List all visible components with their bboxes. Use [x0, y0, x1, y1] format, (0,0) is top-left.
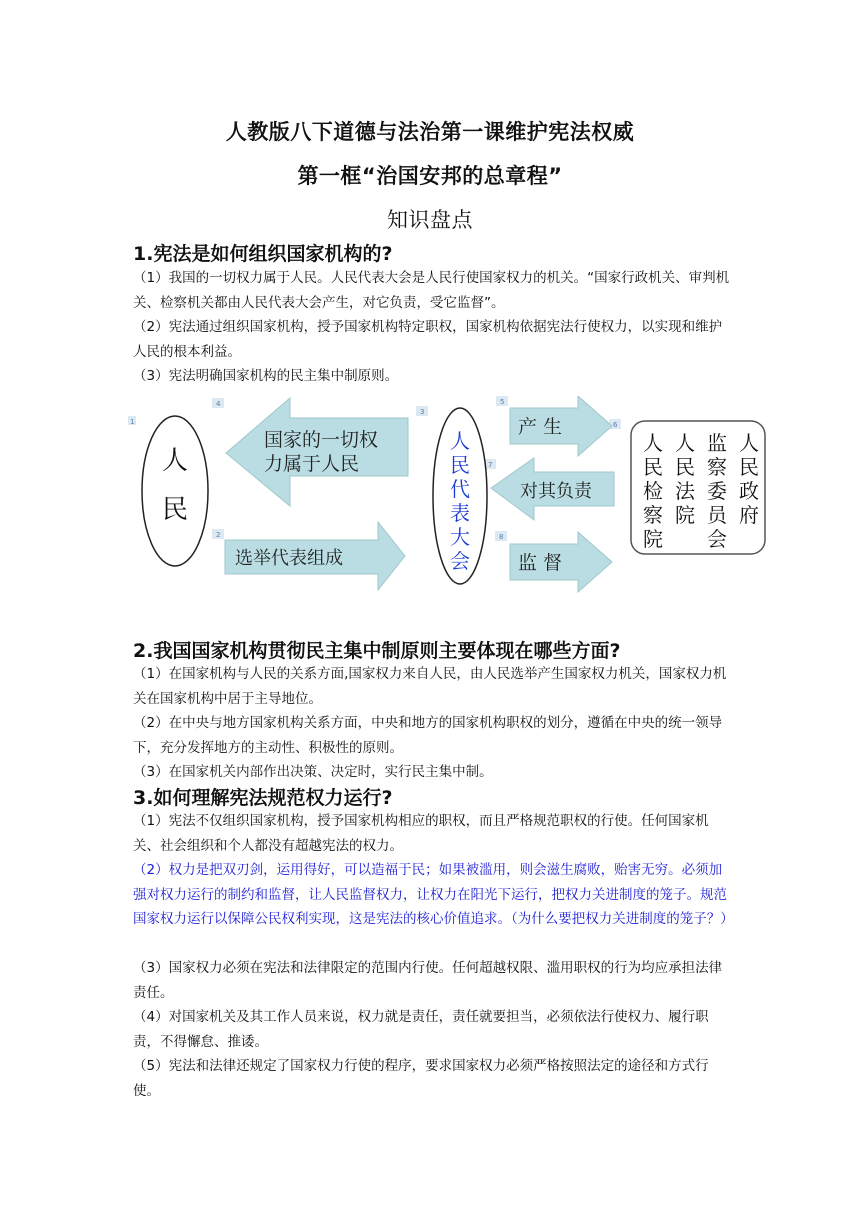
- npc-label: 会: [450, 549, 470, 573]
- people-ellipse: [142, 416, 208, 566]
- organ-char: 委: [707, 479, 727, 503]
- page-title: 人教版八下道德与法治第一课维护宪法权威: [225, 120, 635, 144]
- power-arrow-text: 国家的一切权: [264, 429, 379, 451]
- marker-label: 4: [216, 400, 221, 408]
- paragraph: （1）我国的一切权力属于人民。人民代表大会是人民行使国家权力的机关。“国家行政机关、审判机关、检察机关都由人民代表大会产生，对它负责，受它监督”。: [133, 270, 730, 311]
- organ-char: 察: [707, 455, 727, 479]
- marker-label: 3: [420, 408, 425, 416]
- organ-char: 政: [739, 479, 759, 503]
- responsible-arrow-text: 对其负责: [520, 481, 592, 502]
- organ-char: 人: [675, 431, 695, 455]
- marker-label: 1: [130, 418, 135, 426]
- marker-label: 6: [613, 421, 618, 429]
- organ-char: 府: [739, 503, 759, 527]
- paragraph: （3）宪法明确国家机构的民主集中制原则。: [133, 368, 399, 384]
- paragraph: （3）在国家机关内部作出决策、决定时，实行民主集中制。: [133, 764, 493, 780]
- npc-label: 大: [450, 525, 470, 549]
- people-label: 民: [161, 495, 189, 525]
- people-label: 人: [161, 446, 189, 476]
- question-heading-3: 3.如何理解宪法规范权力运行?: [133, 787, 393, 809]
- marker-label: 7: [488, 461, 493, 469]
- supervise-arrow-text: 监 督: [518, 552, 563, 574]
- question-heading-2: 2.我国国家机构贯彻民主集中制原则主要体现在哪些方面?: [133, 640, 621, 662]
- paragraph: （2）宪法通过组织国家机构，授予国家机构特定职权，国家机构依据宪法行使权力，以实现和维护人民的根本利益。: [133, 319, 723, 360]
- paragraph: （5）宪法和法律还规定了国家权力行使的程序，要求国家权力必须严格按照法定的途径和方式行使。: [133, 1058, 709, 1099]
- organ-char: 院: [675, 503, 695, 527]
- paragraph: （3）国家权力必须在宪法和法律限定的范围内行使。任何超越权限、滥用职权的行为均应承担法律责任。: [133, 960, 723, 1001]
- page-subtitle: 第一框“治国安邦的总章程”: [297, 164, 563, 188]
- organ-char: 员: [707, 503, 727, 527]
- elect-arrow-text: 选举代表组成: [235, 548, 343, 569]
- marker-label: 8: [499, 533, 504, 541]
- paragraph: （1）在国家机构与人民的关系方面,国家权力来自人民，由人民选举产生国家权力机关，国家权力机关在国家机构中居于主导地位。: [133, 666, 727, 707]
- npc-label: 代: [450, 477, 470, 501]
- npc-label: 民: [450, 453, 470, 477]
- section-title: 知识盘点: [387, 208, 473, 232]
- organ-char: 院: [643, 527, 663, 551]
- organ-char: 法: [675, 479, 695, 503]
- organ-char: 民: [675, 455, 695, 479]
- paragraph: （2）在中央与地方国家机构关系方面，中央和地方的国家机构职权的划分，遵循在中央的统一领导下，充分发挥地方的主动性、积极性的原则。: [133, 715, 723, 756]
- organ-char: 会: [707, 527, 727, 551]
- organ-char: 人: [643, 431, 663, 455]
- organ-char: 人: [739, 431, 759, 455]
- organ-char: 检: [643, 479, 663, 503]
- question-heading-1: 1.宪法是如何组织国家机构的?: [133, 243, 393, 265]
- power-arrow-text: 力属于人民: [264, 453, 360, 475]
- produce-arrow-text: 产 生: [518, 416, 563, 438]
- paragraph: （4）对国家机关及其工作人员来说，权力就是责任，责任就要担当，必须依法行使权力、履行职责，不得懈怠、推诿。: [133, 1009, 709, 1050]
- power-arrow-left: [226, 398, 408, 506]
- marker-label: 2: [216, 531, 221, 539]
- organ-char: 察: [643, 503, 663, 527]
- paragraph-highlight: （2）权力是把双刃剑，运用得好，可以造福于民；如果被滥用，则会滋生腐败，贻害无穷。必须加强对权力运行的制约和监督，让人民监督权力，让权力在阳光下运行，把权力关进制度的笼子。规范国家权力运行以保障公民权利实现，这是宪法的核心价值追求。（为什么要把权力关进制度的笼子？）: [133, 862, 734, 927]
- npc-label: 表: [450, 501, 470, 525]
- marker-label: 5: [500, 398, 505, 406]
- npc-label: 人: [450, 429, 470, 453]
- organ-char: 民: [643, 455, 663, 479]
- state-organs-diagram: [128, 396, 768, 596]
- paragraph: （1）宪法不仅组织国家机构，授予国家机构相应的职权，而且严格规范职权的行使。任何国家机关、社会组织和个人都没有超越宪法的权力。: [133, 813, 709, 854]
- organ-char: 民: [739, 455, 759, 479]
- organ-char: 监: [707, 431, 727, 455]
